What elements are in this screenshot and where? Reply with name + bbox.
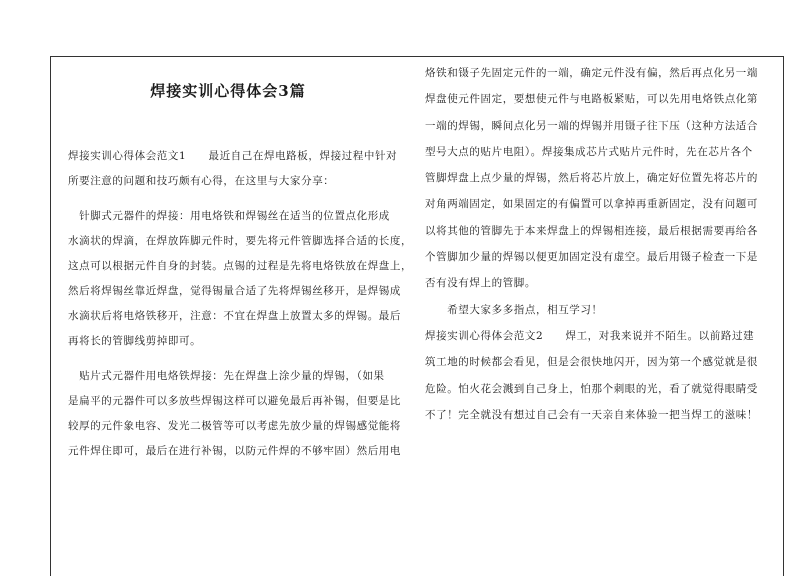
right-column	[425, 66, 773, 434]
paragraph-line: 水滴状的焊滴，在焊放阵脚元件时，要先将元件管脚选择合适的长度，	[68, 235, 413, 247]
paragraph-line: 以将其他的管脚先于本来焊盘上的焊锡相连接，最后根据需要再给各	[425, 224, 758, 237]
paragraph-line: 这点可以根据元件自身的封装。点锡的过程是先将电烙铁放在焊盘上，	[68, 260, 413, 272]
paragraph-line: 焊接实训心得体会范文2 焊工，对我来说并不陌生。以前路过建	[425, 329, 755, 342]
paragraph-line: 元件焊住即可，最后在进行补锡，以防元件焊的不够牢固）然后用电	[68, 445, 401, 457]
closing-line: 希望大家多多指点，相互学习！	[425, 303, 603, 316]
paragraph-line: 危险。怕火花会溅到自己身上，怕那个刺眼的光，看了就觉得眼睛受	[425, 382, 758, 395]
paragraph-line: 对角两端固定，如果固定的有偏置可以拿掉再重新固定，没有问题可	[425, 198, 758, 211]
paragraph-line: 否有没有焊上的管脚。	[425, 277, 536, 290]
intro-line: 焊接实训心得体会范文1 最近自己在焊电路板，焊接过程中针对	[68, 150, 398, 162]
paragraph-line: 是扁平的元器件可以多放些焊锡这样可以避免最后再补锡，但要是比	[68, 395, 401, 407]
paragraph-line: 再将长的管脚线剪掉即可。	[68, 335, 202, 347]
paragraph-line: 针脚式元器件的焊接：用电烙铁和焊锡丝在适当的位置点化形成	[68, 210, 390, 222]
paragraph-line: 水滴状后将电烙铁移开，注意：不宜在焊盘上放置太多的焊锡。最后	[68, 310, 401, 322]
paragraph-line: 个管脚加少量的焊锡以便更加固定没有虚空。最后用镊子检查一下是	[425, 251, 758, 264]
paragraph-line: 较厚的元件象电容、发光二极管等可以考虑先放少量的焊锡感觉能将	[68, 420, 401, 432]
document-title: 焊接实训心得体会3篇	[150, 82, 306, 100]
intro-line: 所要注意的问题和技巧颇有心得，在这里与大家分享：	[68, 175, 335, 187]
paragraph-line: 不了！完全就没有想过自己会有一天亲自来体验一把当焊工的滋味！	[425, 408, 758, 421]
paragraph-line: 然后将焊锡丝靠近焊盘，觉得锡量合适了先将焊锡丝移开，是焊锡成	[68, 285, 401, 297]
left-column	[68, 70, 413, 469]
paragraph-line: 焊盘使元件固定，要想使元件与电路板紧贴，可以先用电烙铁点化第	[425, 93, 758, 106]
paragraph-line: 贴片式元器件用电烙铁焊接：先在焊盘上涂少量的焊锡，（如果	[68, 370, 385, 382]
paragraph-line: 筑工地的时候都会看见，但是会很快地闪开，因为第一个感觉就是很	[425, 356, 758, 369]
paragraph-line: 烙铁和镊子先固定元件的一端，确定元件没有偏，然后再点化另一端	[425, 67, 758, 79]
paragraph-line: 一端的焊锡，瞬间点化另一端的焊锡并用镊子往下压（这种方法适合	[425, 119, 758, 132]
paragraph-line: 型号大点的贴片电阻）。焊接集成芯片式贴片元件时，先在芯片各个	[425, 145, 753, 158]
paragraph-line: 管脚焊盘上点少量的焊锡，然后将芯片放上，确定好位置先将芯片的	[425, 172, 758, 185]
